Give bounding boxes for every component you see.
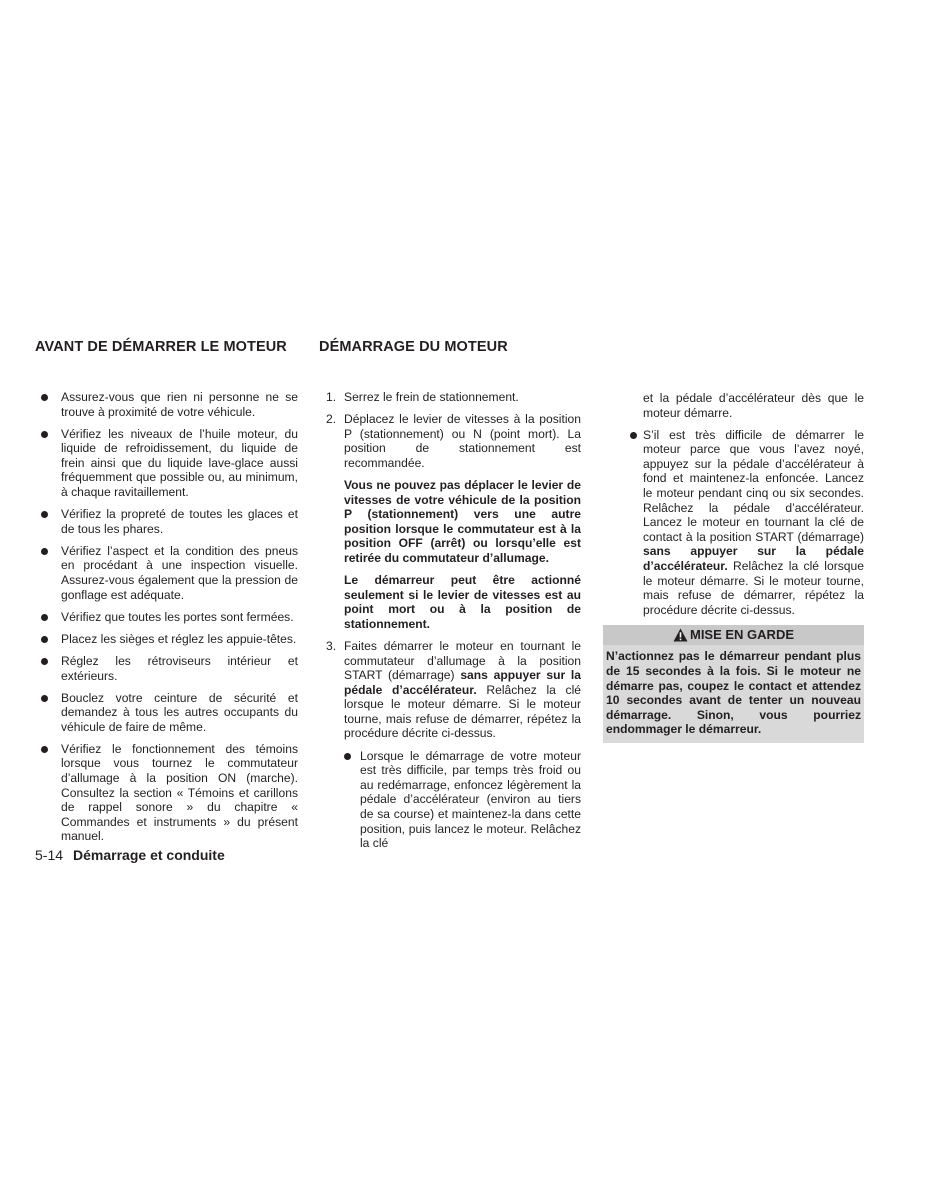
bullet-icon xyxy=(344,753,351,760)
section-heading-before-starting: AVANT DE DÉMARRER LE MOTEUR xyxy=(35,339,287,355)
bullet-icon xyxy=(41,658,48,665)
continuation-column xyxy=(603,391,864,743)
steps-column xyxy=(326,390,581,858)
warning-text: N’actionnez pas le démarreur pendant plus de 15 secondes à la fois. Si le moteur ne démarre pas, coupez le contact et attendez 10 secondes avant de tenter un nouveau démarrage. Sinon, vous pourriez endommager le démarreur. xyxy=(606,649,861,737)
bullet-icon xyxy=(41,614,48,621)
list-item: Vérifiez l’aspect et la condition des pneus en procédant à une inspection visuelle. Assurez-vous également que la pression de gonflage est adéquate. xyxy=(35,544,298,602)
warning-triangle-icon xyxy=(673,628,688,642)
note-shift-lever: Vous ne pouvez pas déplacer le levier de vitesses de votre véhicule de la position P (stationnement) vers une autre position lorsque le commutateur est à la position OFF (arrêt) ou lorsqu’elle est retirée du commutateur d’allumage. xyxy=(344,477,581,565)
bullet-icon xyxy=(41,695,48,702)
bullet-icon xyxy=(41,511,48,518)
section-title: Démarrage et conduite xyxy=(73,847,225,863)
list-item: Réglez les rétroviseurs intérieur et extérieurs. xyxy=(35,654,298,683)
warning-box xyxy=(603,625,864,743)
list-item: Vérifiez que toutes les portes sont fermées. xyxy=(35,610,298,625)
bullet-icon xyxy=(41,636,48,643)
list-item: Bouclez votre ceinture de sécurité et demandez à tous les autres occupants du véhicule de faire de même. xyxy=(35,691,298,735)
section-heading-starting-engine: DÉMARRAGE DU MOTEUR xyxy=(319,339,508,355)
checklist-column xyxy=(35,390,298,852)
page-number: 5-14 xyxy=(35,847,64,863)
bullet-icon xyxy=(630,432,637,439)
note-starter: Le démarreur peut être actionné seulement si le levier de vitesses est au point mort ou à la position de stationnement. xyxy=(344,573,581,631)
bullet-icon xyxy=(41,431,48,438)
bullet-icon xyxy=(41,394,48,401)
list-item: Assurez-vous que rien ni personne ne se trouve à proximité de votre véhicule. xyxy=(35,390,298,419)
warning-header xyxy=(603,625,864,645)
bullet-icon xyxy=(41,746,48,753)
checklist xyxy=(35,390,298,844)
step-3: 3. Faites démarrer le moteur en tournant le commutateur d’allumage à la position START (démarrage) sans appuyer sur la pédale d’accélérateur. Relâchez la clé lorsque le moteur démarre. Si le moteur tourne, mais refuse de démarrer, répétez la procédure décrite ci-dessus. Lorsque le démarrage de votre moteur est très difficile, par temps très froid ou au redémarrage, enfoncez légèrement la pédale d’accélérateur (environ au tiers de sa course) et maintenez-la dans cette position, puis lancez le moteur. Relâchez la clé xyxy=(326,638,581,851)
list-item: S’il est très difficile de démarrer le moteur parce que vous l’avez noyé, appuyez sur la pédale d’accélérateur à fond et maintenez-la enfoncée. Lancez le moteur pendant cinq ou six secondes. Relâchez la pédale d’accélérateur. Lancez le moteur en tournant la clé de contact à la position START (démarrage) sans appuyer sur la pédale d’accélérateur. Relâchez la clé lorsque le moteur démarre. Si le moteur tourne, mais refuse de démarrer, répétez la procédure décrite ci-dessus. xyxy=(603,428,864,618)
warning-title: MISE EN GARDE xyxy=(689,627,794,643)
step-2: 2. Déplacez le levier de vitesses à la position P (stationnement) ou N (point mort). La position de stationnement est recommandée. Vous ne pouvez pas déplacer le levier de vitesses de votre véhicule de la position P (stationnement) vers une autre position lorsque le commutateur est à la position OFF (arrêt) ou lorsqu’elle est retirée du commutateur d’allumage. Le démarreur peut être actionné seulement si le levier de vitesses est au point mort ou à la position de stationnement. xyxy=(326,412,581,631)
list-item: Vérifiez le fonctionnement des témoins lorsque vous tournez le commutateur d’allumage à la position ON (marche). Consultez la section « Témoins et carillons de rappel sonore » du chapitre « Commandes et instruments » du présent manuel. xyxy=(35,742,298,844)
page-footer xyxy=(35,847,225,863)
bullet-icon xyxy=(41,548,48,555)
start-steps xyxy=(326,390,581,851)
list-item: Vérifiez les niveaux de l’huile moteur, du liquide de refroidissement, du liquide de frein ainsi que du liquide lave-glace aussi fréquemment que possible ou, au minimum, à chaque ravitaillement. xyxy=(35,427,298,500)
list-item: Placez les sièges et réglez les appuie-têtes. xyxy=(35,632,298,647)
step-1: 1. Serrez le frein de stationnement. xyxy=(326,390,519,404)
list-item: Vérifiez la propreté de toutes les glaces et de tous les phares. xyxy=(35,507,298,536)
continuation-text: et la pédale d’accélérateur dès que le moteur démarre. xyxy=(643,391,864,420)
list-item: Lorsque le démarrage de votre moteur est très difficile, par temps très froid ou au redémarrage, enfoncez légèrement la pédale d’accélérateur (environ au tiers de sa course) et maintenez-la dans cette position, puis lancez le moteur. Relâchez la clé xyxy=(344,749,581,851)
